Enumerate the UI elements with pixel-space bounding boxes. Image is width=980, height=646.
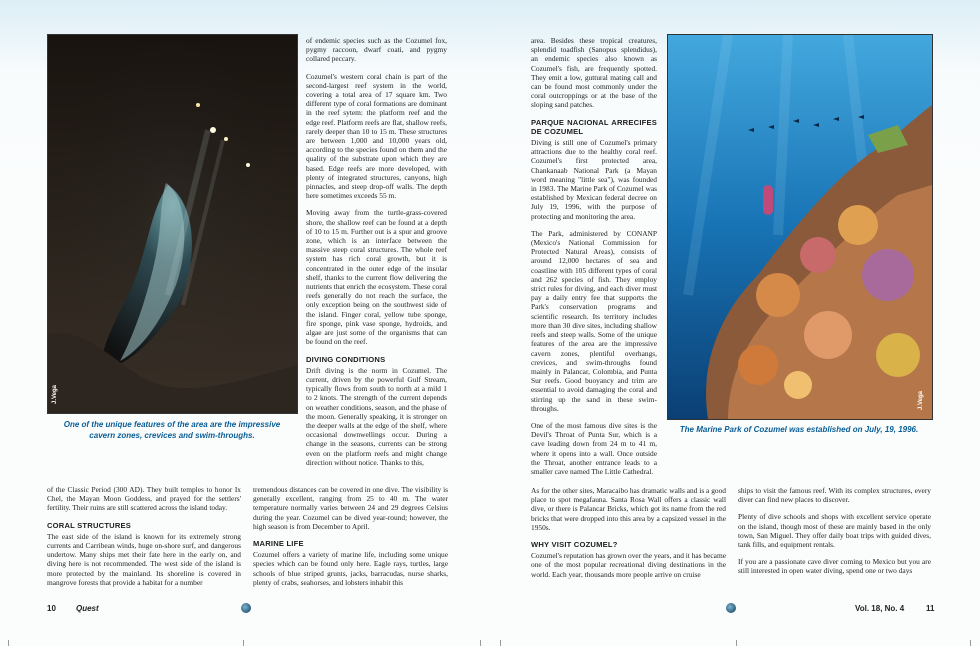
article-column: [47, 485, 241, 595]
body-paragraph: Diving is still one of Cozumel's primary attractions due to the healthy coral reef. Cozumel's first protected area, Chankanaab National Park (a Mayan word meaning "little sea"), was founded in 1983. The Marine Park of Cozumel was established by Mexican federal decree on July 19, 1996, with the purpose of protecting and monitoring the area.: [531, 138, 657, 221]
magazine-title: Quest: [76, 604, 99, 613]
crop-mark: [243, 640, 244, 646]
crop-mark: [8, 640, 9, 646]
photo-caption: One of the unique features of the area are the impressive cavern zones, crevices and swim-throughs.: [63, 420, 281, 440]
article-column: [738, 486, 931, 584]
cavern-photo: [47, 34, 298, 414]
body-paragraph: Cozumel offers a variety of marine life, including some unique species which can be found only here. Eagle rays, turtles, large schools of blue striped grunts, jacks, barracudas, nurse sharks, plenty of crabs, seahorses, and lobsters inhabit this: [253, 550, 448, 587]
article-column: [253, 485, 448, 595]
crop-mark: [970, 640, 971, 646]
right-page: [490, 0, 980, 646]
body-paragraph: area. Besides these tropical creatures, splendid toadfish (Sanopus splendidus), an endemic species also known as Cozumel's fish, are frequently spotted. They emit a low, guttural mating call and can be found most commonly under the coral outcroppings or at the base of the sloping sand patches.: [531, 36, 657, 110]
body-paragraph: One of the most famous dive sites is the Devil's Throat of Punta Sur, which is a cave leading down from 24 m to 41 m, where it opens into a wall. Once outside the Throat, another entrance leads to a smaller cave named The Little Cathedral.: [531, 420, 657, 476]
crop-mark: [500, 640, 501, 646]
body-paragraph: of endemic species such as the Cozumel fox, pygmy raccoon, dwarf coati, and pygmy collared peccary.: [306, 36, 447, 64]
body-paragraph: The Park, administered by CONANP (Mexico's National Commission for Protected Natural Areas), consists of around 12,000 hectares of sea and coastline with 105 different types of coral and 262 species of fish. They employ strict rules for diving, and each diver must pay a daily entry fee that supports the Park's conservation programs and scientific research. Its territory includes more than 30 dive sites, including shallow reefs and steep walls. Some of the unique features of the area are the impressive cavern zones, plentiful overhangs, crevices, and swim-throughs found mainly in Palancar, Colombia, and Punta Sur reefs. Good buoyancy and trim are essential to avoid damaging the coral and stirring up the sand in these swim-throughs.: [531, 228, 657, 413]
body-paragraph: Drift diving is the norm in Cozumel. The current, driven by the powerful Gulf Stream, typically flows from south to north at a mild 1 to 2 knots. The strength of the current depends on weather conditions, season, and the phase of the moon. Generally speaking, it is stronger on the deeper walls at the edge of the shelf, where occasional downwellings occur. During a change in the seasons, currents can be strong even on the platform reefs and might change direction without notice. Thanks to this,: [306, 365, 447, 467]
photo-credit: J.Vega: [918, 390, 924, 410]
section-heading: CORAL STRUCTURES: [47, 520, 132, 530]
magazine-logo-icon: [726, 603, 736, 613]
body-paragraph: Plenty of dive schools and shops with excellent service operate on the island, though most of these are mainly based in the only town, San Miguel. They offer daily boat trips with guided dives, tank fills, and equipment rentals.: [738, 512, 931, 550]
crop-mark: [736, 640, 737, 646]
photo-credit: J.Vega: [52, 384, 58, 404]
body-paragraph: If you are a passionate cave diver coming to Mexico but you are still interested in open water diving, spend one or two days: [738, 557, 931, 576]
section-heading: DIVING CONDITIONS: [306, 354, 386, 364]
page-number: 10: [47, 604, 56, 613]
article-column: [306, 36, 447, 475]
section-heading: MARINE LIFE: [253, 539, 304, 549]
body-paragraph: As for the other sites, Maracaibo has dramatic walls and is a good place to spot megafauna. Santa Rosa Wall offers a classic wall dive, or there is Palancar Bricks, which got its name from the red bricks that were dropped into this area by a capsized vessel in the 1950s.: [531, 486, 726, 532]
body-paragraph: The east side of the island is known for its extremely strong currents and Carribean winds, huge on-shore surf, and dangerous undertow. Many ships met their fate here in the early on, and diving here is not recommended. The west side of the island is more protected by the mainland. Its shoreline is covered in mangrove forests that provide a habitat for a number: [47, 531, 241, 587]
article-column: [531, 36, 657, 484]
page-number: 11: [926, 604, 935, 613]
magazine-logo-icon: [241, 603, 251, 613]
crop-mark: [480, 640, 481, 646]
section-heading: WHY VISIT COZUMEL?: [531, 540, 618, 550]
body-paragraph: Cozumel's western coral chain is part of the second-largest reef system in the world, covering a total area of 17 square km. Two different type of coral formations are dominant in the reef sytem: the platform reef and the edge reef. Platform reefs are flat, shallow reefs, rarely deeper than 10 to 15 m. These structures are between 1,000 and 10,000 years old, according to the species found on them and the quality of the substrate upon which they are based. Edge reefs are more developed, with plenty of integrated structures, canyons, high pinnacles, and steep drop-off walls. The depth here sometimes exceeds 55 m.: [306, 71, 447, 201]
body-paragraph: Moving away from the turtle-grass-covered shore, the shallow reef can be found at a depth of 10 to 15 m. Further out is a spur and groove zone, which is an interface between the massive steep coral structures. The whole reef system has rich coral growth, but it is concentrated in the outer edge of the insular shelf, thanks to the current flow delivering the nutrients that enrich the ecosystem. These coral reefs generally do not reach the surface, the only exception being on the southwest side of the island. Finger coral, yellow tube sponge, fire sponge, pink vase sponge, hydroids, and algae are just some of the organisms that can be found on the reef.: [306, 208, 447, 347]
body-paragraph: Cozumel's reputation has grown over the years, and it has became one of the most popular recreational diving destinations in the world. Each year, thousands more people arrive on cruise: [531, 551, 726, 579]
body-paragraph: of the Classic Period (300 AD). They built temples to honor Ix Chel, the Mayan Moon Goddess, and prayed for the settlers' fertility. Their ruins are still scattered across the island today.: [47, 485, 241, 513]
issue-volume: Vol. 18, No. 4: [855, 604, 905, 613]
reef-photo: [667, 34, 933, 420]
photo-caption: The Marine Park of Cozumel was established on July, 19, 1996.: [679, 425, 919, 434]
section-heading: PARQUE NACIONAL ARRECIFES DE COZUMEL: [531, 117, 657, 136]
body-paragraph: ships to visit the famous reef. With its complex structures, every diver can find new places to discover.: [738, 486, 931, 505]
article-column: [531, 486, 726, 587]
body-paragraph: tremendous distances can be covered in one dive. The visibility is generally excellent, ranging from 25 to 40 m. The water temperature normally varies between 24 and 29 degrees Celsius during the year. Cozumel can be dived year-round; however, the high season is from December to April.: [253, 485, 448, 531]
